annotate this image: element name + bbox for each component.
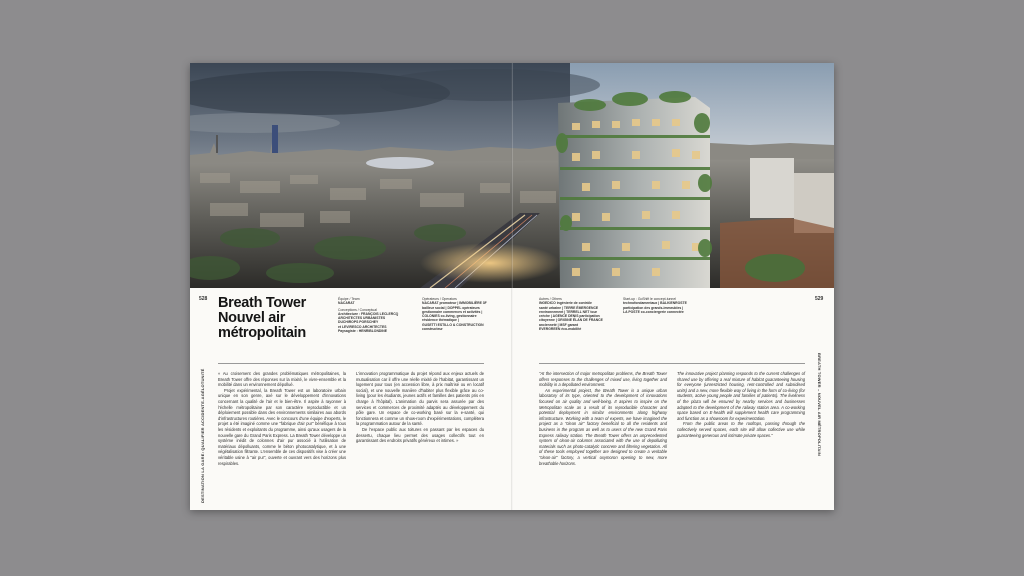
paragraph: De l'espace public aux toitures en passant par les espaces du dessertu, chaque lieu permet des usages collectifs tout en garantissant des endroits privatifs généreux et intimes. »: [356, 426, 484, 444]
credit-heading: Autres / Others: [539, 297, 562, 301]
divider-right: [539, 363, 805, 364]
paragraph: Projet expérimental, la Breath Tower est un laboratoire urbain unique en son genre, axé sur le développement d'innovations concernant la qualité de l'air et le bien-être. Il aspire à rayonner à l'échelle métropolitaine par son caractère reproductible et un déploiement possible dans des environnements similaires aux abords d'infrastructures routières. Avec le concours d'une équipe d'experts, le projet a été imaginé comme une "fabrique d'air pur" bénéfique à tous les résidents et exploitants du programme, ainsi qu'aux usagers de la nouvelle gare du Grand Paris Express. La Breath Tower développe un système inédit de colonnes d'air pur associé à l'utilisation de matériaux dépolluants, comme le béton photocatalytique, et à une végétalisation filtrante. L'ensemble de ces dispositifs vise à créer une véritable usine à "air pur", ouverte et ouvrant vers des horizons plus respirables.: [218, 387, 346, 466]
page-gutter: [511, 63, 513, 510]
credits-startups: [623, 297, 703, 314]
credit-heading: Conceptions / Conceptual: [338, 307, 377, 312]
credit-heading: Start-up : GoShift le concept-tunnel: [623, 297, 676, 301]
paragraph: L'innovation programmatique du projet répond aux enjeux actuels de mutualisation car il offre une réelle mixité de l'habitat, garantissant un logement pour tous (en accession libre, à prix maîtrisé ou en locatif social), et une nouvelle manière d'habiter plus flexible grâce au co-living (pour les étudiants, jeunes actifs et familles des patients pris en charge à l'hôpital). L'animation du parvis sera assurée par des services et commerces de proximité adaptés au développement du pôle gare. Un espace de co-working basé sur la e-santé, qui fonctionnera et comme un show-room d'expérimentations, complétera la programmation autour de la santé.: [356, 371, 484, 427]
credit-line: NACARAT promoteur | IMMOBILIÈRE 3F: [422, 301, 487, 306]
body-column-french-2: [356, 371, 484, 444]
title-line: Nouvel air: [218, 310, 286, 326]
credit-line: bailleur social | DOPPEL opérateurs: [422, 305, 480, 310]
article-title: [218, 296, 328, 341]
credit-line: participation des grands-immeubles |: [623, 305, 684, 310]
credit-line: Paysagiste : HENRIBLONDINE: [338, 329, 387, 334]
credit-line: crèche | AGENCE DENIS participation: [539, 314, 600, 319]
credit-line: et LEVIRESCO ARCHITECTES: [338, 324, 387, 329]
credit-line: INGEDICO ingénierie de contrôle: [539, 301, 592, 306]
credit-heading: Opérateurs / Operators: [422, 297, 457, 301]
credits-team: [338, 297, 418, 333]
credit-line: constructeur: [422, 327, 443, 332]
paragraph: The innovative project planning responds to the current challenges of shared use by offering a real mixture of habitat guaranteeing housing for everyone (unrestricted housing, rent-controlled and subsidised units) and a new, more flexible way of living in the form of co-living (for students, active young people and families of patients). The liveliness of the plaza will be ensured by nearby services and businesses adapted to the development of the railway station area. A co-working space based on E-health will supplement health care programming and function as a showroom for experimentation.: [677, 371, 805, 421]
divider-left: [218, 363, 484, 364]
credit-line: GUSETTI ESTILLO & CONSTRUCTION: [422, 322, 484, 327]
paragraph: "At the intersection of major metropolitan problems, the Breath Tower offers responses to the challenges of mixed use, living together and mobility in a depolluted environment.: [539, 371, 667, 388]
page-number-right: 529: [815, 296, 824, 302]
title-line: métropolitain: [218, 325, 306, 341]
page-number-left: 528: [199, 296, 208, 302]
paragraph: From the public areas to the rooftops, passing through the collectively served spaces, each site will allow collective use while guaranteeing generous and intimate private spaces.": [677, 421, 805, 438]
credits-others: [539, 297, 619, 331]
body-column-french-1: [218, 371, 346, 466]
credit-line: LA POSTE co-conciergerie connectée: [623, 309, 684, 314]
credit-line: Architecture : FRANÇOIS LECLERCQ: [338, 311, 399, 316]
title-line: Breath Tower: [218, 295, 306, 311]
credit-line: EVERGREEN éco-mobilité: [539, 327, 582, 332]
credit-line: DUCHIROPS PORSCHEY: [338, 320, 379, 325]
credits-operators: [422, 297, 504, 331]
credit-line: technofondamentaux | BALKIENROSTE: [623, 301, 687, 306]
paragraph: « Au croisement des grandes problématiques métropolitaines, la Breath Tower offre des réponses sur la mixité, le vivre-ensemble et la mobilité dans un environnement dépollué.: [218, 371, 346, 388]
side-label-left: DESTINATION LA GARE: QUALIFIER ACCIDENTE-AGÉLOTUNITÉ: [200, 368, 205, 503]
credit-line: résidence thématique |: [422, 318, 459, 323]
credit-line: ancienneté | MSF garant: [539, 322, 579, 327]
body-column-english-1: [539, 371, 667, 466]
tower: [556, 91, 712, 288]
credit-line: gestionnaire commerces et activités |: [422, 309, 483, 314]
credit-line: NACARAT: [338, 301, 355, 306]
side-label-right: BREATH TOWER – NOUVEL AIR MÉTROPOLITAIN: [817, 353, 822, 456]
credit-line: santé urbaine | TERRE ÉMERGENCE: [539, 305, 599, 310]
credit-heading: Équipe / Team: [338, 297, 360, 301]
magazine-spread: [190, 63, 834, 510]
credit-line: ARCHITECTES URBANISTES: [338, 316, 386, 321]
body-column-english-2: [677, 371, 805, 438]
credit-line: environnement | TERRELL NET tour: [539, 309, 597, 314]
paragraph: An experimental project, the Breath Tower is a unique urban laboratory of its type, oriented to the development of innovations focused on air quality and well-being. It aspires to inspire on the Metropolitan scale as a result of its reproducible character and potential deployment in similar environments along highway infrastructure. Working with a team of experts, we have imagined the project as a "clean air" factory beneficial to all the residents and business in the program as well as to users of the new Grand Paris Express railway station. The Breath Tower offers an unprecedented system of clean-air columns associated with the use of depolluting materials such as photo-catalytic concrete and filtering vegetation. All of these tools employed together are designed to create a veritable "clean-air" factory, a vertical oxymoron opening to new, more breathable horizons.: [539, 387, 667, 466]
credit-line: COLONIES co-living, gestionnaire: [422, 314, 477, 319]
credit-line: citoyenne | ORIGINE ÉLAN DE FRANCE: [539, 318, 603, 323]
